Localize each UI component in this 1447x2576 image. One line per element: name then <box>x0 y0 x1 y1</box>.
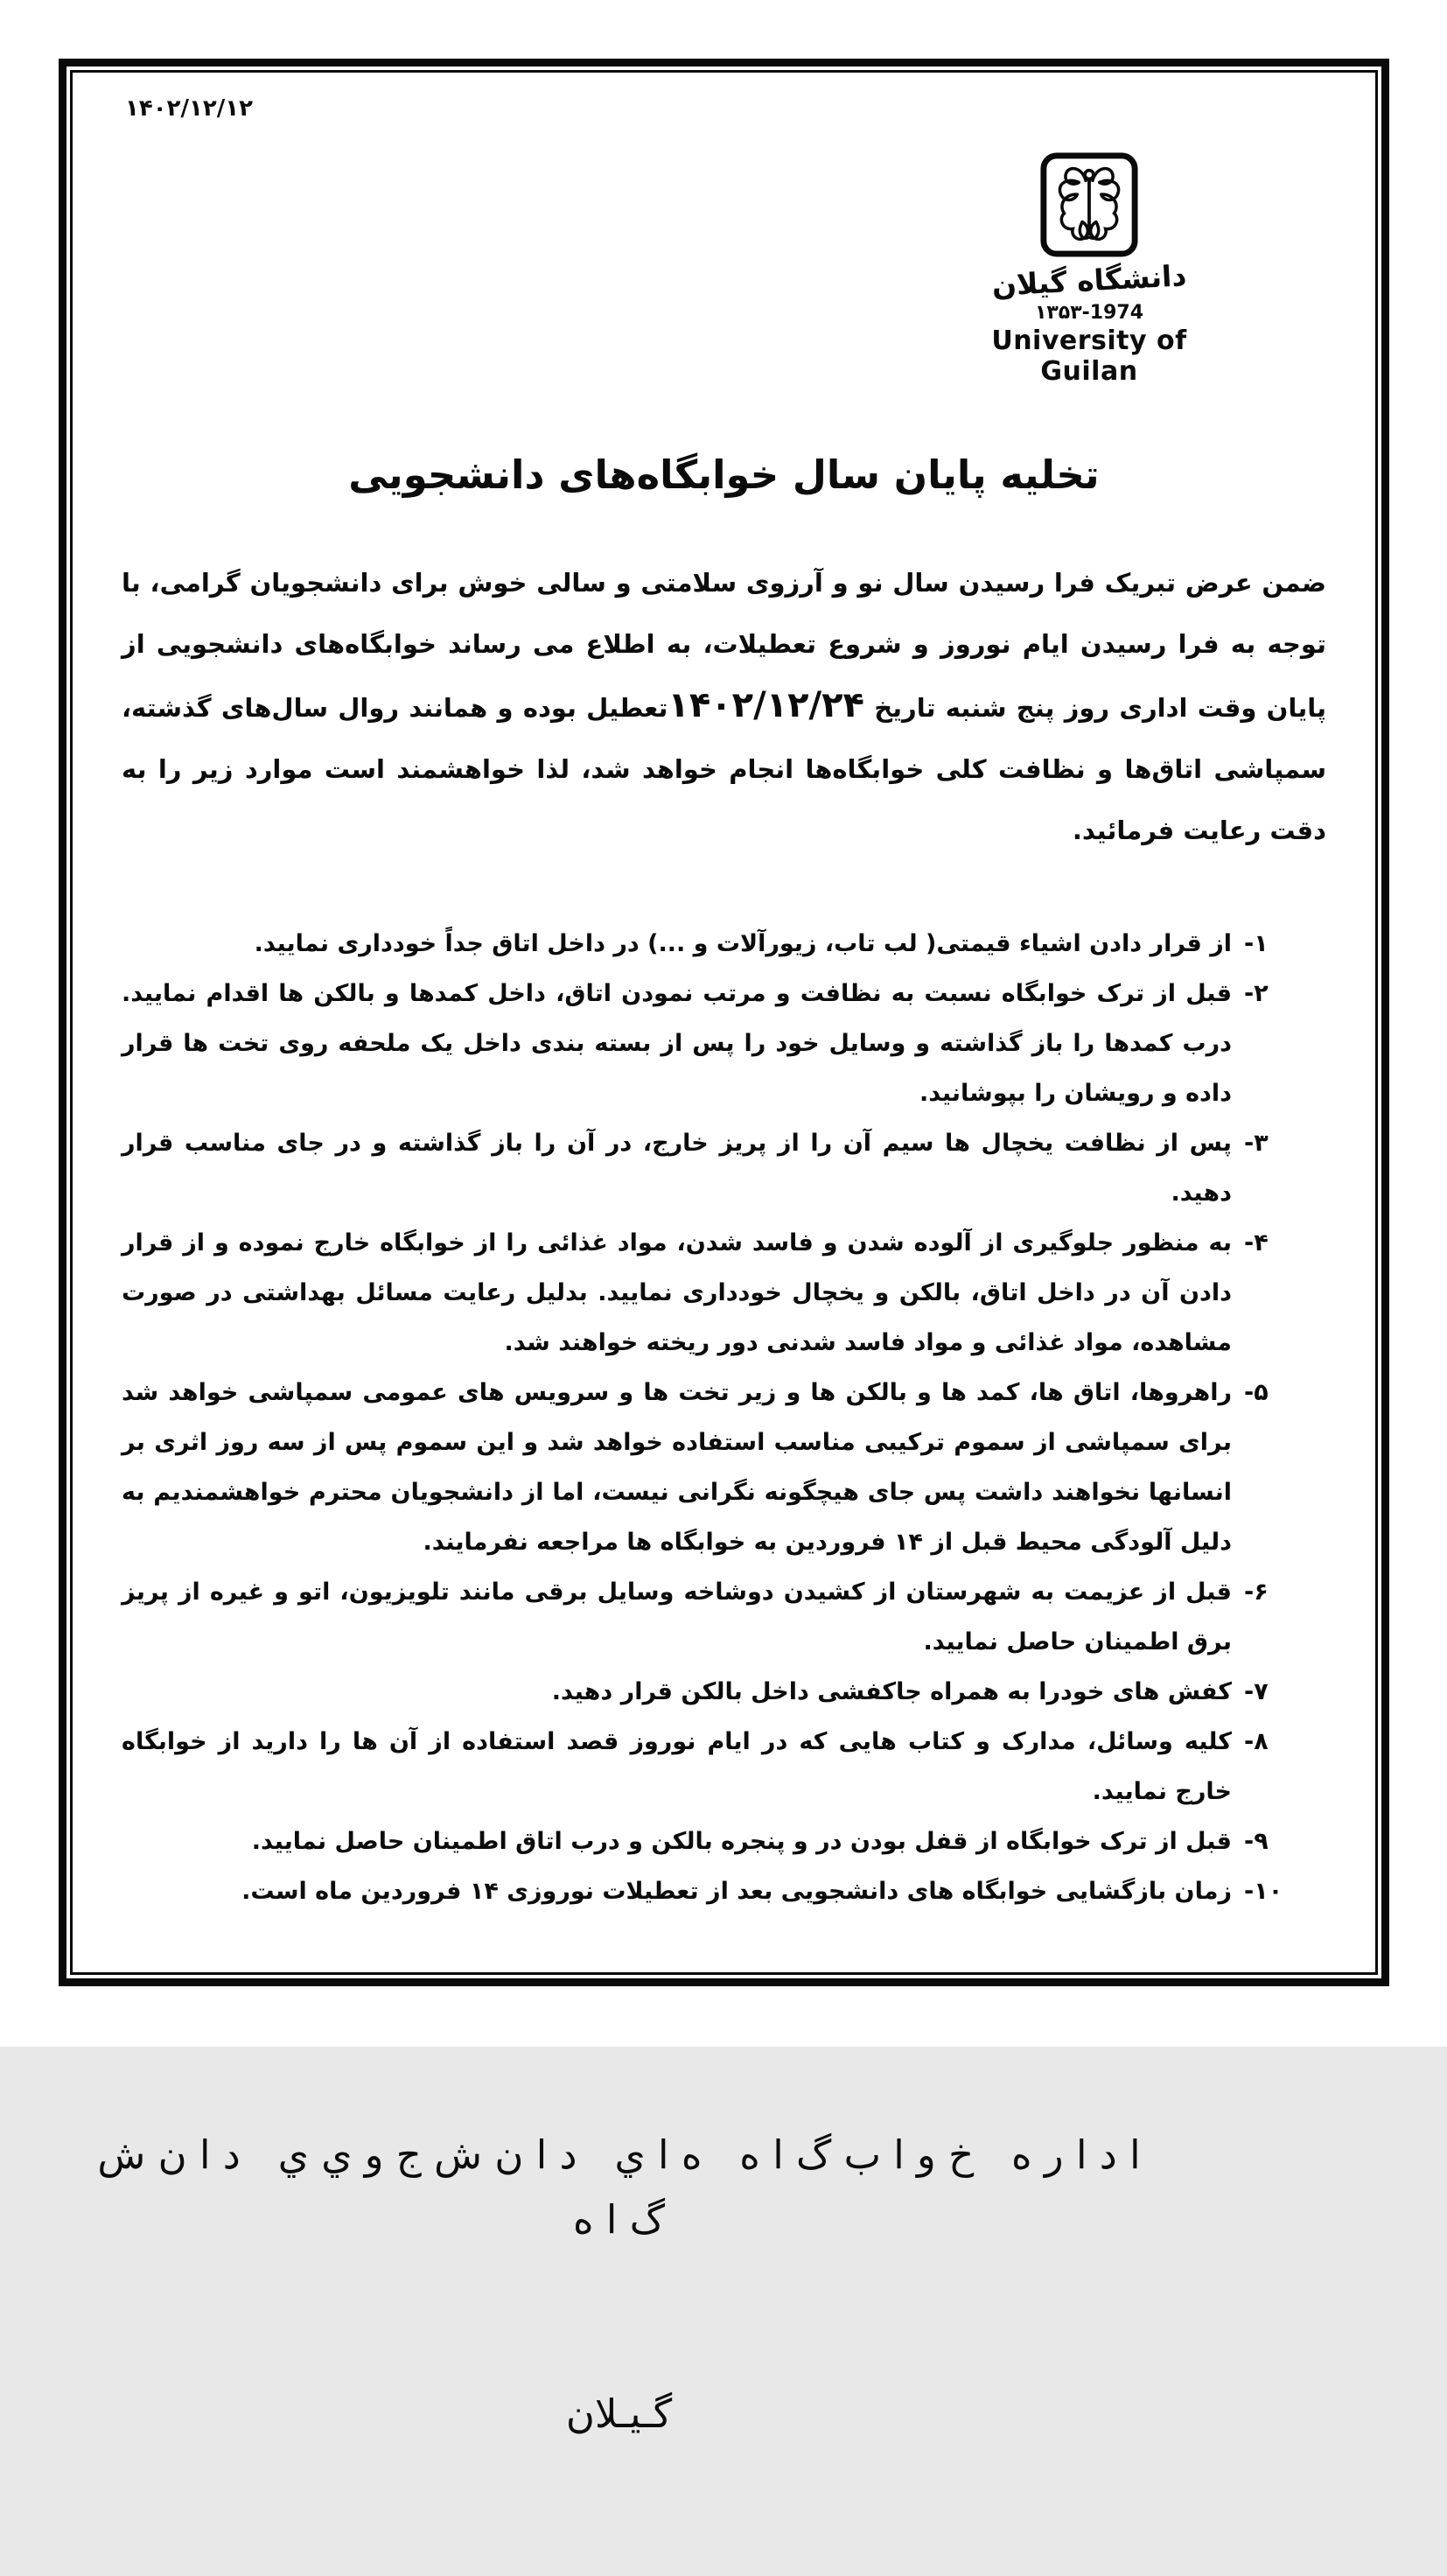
item-text: پس از نظافت یخچال ها سیم آن را از پریز خارج، در آن را باز گذاشته و در جای مناسب قرار دهید. <box>122 1130 1232 1207</box>
item-text: قبل از ترک خوابگاه از قفل بودن در و پنجره بالکن و درب اتاق اطمینان حاصل نمایید. <box>251 1828 1232 1855</box>
item-number: ۵- <box>1244 1379 1269 1406</box>
intro-paragraph <box>122 552 1326 861</box>
page-content <box>73 73 1375 2437</box>
list-item <box>122 1717 1288 1816</box>
item-number: ۲- <box>1244 980 1269 1007</box>
item-text: به منظور جلوگیری از آلوده شدن و فاسد شدن، مواد غذائی را از خوابگاه خارج نموده و از قرار دادن آن در داخل اتاق، بالکن و یخچال خودداری نمایید. بدلیل رعایت مسائل بهداشتی در صورت مشاهده، مواد غذائی و مواد فاسد شدنی دور ریخته خواهند شد. <box>122 1229 1232 1356</box>
list-item <box>122 1118 1288 1218</box>
signature-line-1: ا د ا ر ه خ و ا ب گ ا ه ه ا ي د ا ن ش ج و ي ي د ا ن ش گ ا ه <box>85 2132 1141 2243</box>
logo-university-name: University of Guilan <box>991 326 1187 387</box>
item-number: ۹- <box>1244 1828 1269 1855</box>
page-title: تخلیه پایان سال خوابگاه‌های دانشجویی <box>348 452 1100 498</box>
university-logo <box>954 151 1225 387</box>
item-text: از قرار دادن اشیاء قیمتی( لب تاب، زیورآلات و ...) در داخل اتاق جداً خودداری نمایید. <box>254 930 1232 957</box>
list-item <box>122 1667 1288 1717</box>
item-number: ۱۰- <box>1244 1878 1283 1905</box>
university-emblem-icon <box>954 151 1225 260</box>
item-number: ۸- <box>1244 1728 1269 1755</box>
item-number: ۱- <box>1244 930 1269 957</box>
notice-list <box>122 919 1326 1916</box>
item-number: ۷- <box>1244 1678 1269 1705</box>
signature-line-2: گـيـلان <box>565 2390 673 2437</box>
intro-text-before-date: ضمن عرض تبریک فرا رسیدن سال نو و آرزوی سلامتی و سالی خوش برای دانشجویان گرامی، با توجه به فرا رسیدن ایام نوروز و شروع تعطیلات، به اطلاع می رساند خوابگاه‌های دانشجویی از پایان وقت اداری روز پنج شنبه تاریخ <box>122 568 1326 723</box>
list-item <box>122 1816 1288 1866</box>
item-text: قبل از عزیمت به شهرستان از کشیدن دوشاخه وسایل برقی مانند تلویزیون، اتو و غیره از پریز برق اطمینان حاصل نمایید. <box>122 1578 1232 1656</box>
document-date: ۱۴۰۲/۱۲/۱۲ <box>125 95 253 122</box>
item-number: ۴- <box>1244 1229 1269 1256</box>
item-text: کلیه وسائل، مدارک و کتاب هایی که در ایام نوروز قصد استفاده از آن ها را دارید از خوابگاه خارج نمایید. <box>122 1728 1232 1805</box>
item-text: کفش های خودرا به همراه جاکفشی داخل بالکن قرار دهید. <box>551 1678 1232 1705</box>
list-item <box>122 919 1288 969</box>
intro-text-after-date: تعطیل بوده و همانند روال سال‌های گذشته، سمپاشی اتاق‌ها و نظافت کلی خوابگاه‌ها انجام خواهد شد، لذا خواهشمند است موارد زیر را به دقت رعایت فرمائید. <box>122 693 1326 845</box>
page-border-outer <box>59 59 1389 2437</box>
page-border-inner <box>70 70 1378 2437</box>
item-number: ۶- <box>1244 1578 1269 1606</box>
list-item <box>122 1866 1288 1916</box>
list-item <box>122 1218 1288 1368</box>
logo-calligraphy: دانشگاه گیلان <box>990 258 1188 303</box>
item-text: زمان بازگشایی خوابگاه های دانشجویی بعد از تعطیلات نوروزی ۱۴ فروردین ماه است. <box>241 1878 1232 1905</box>
closing-date: ۱۴۰۲/۱۲/۲۴ <box>668 685 864 725</box>
item-text: راهروها، اتاق ها، کمد ها و بالکن ها و زیر تخت ها و سرویس های عمومی سمپاشی خواهد شد برای سمپاشی از سموم ترکیبی مناسب استفاده خواهد شد و این سموم پس از سه روز اثری بر انسانها نخواهند داشت پس جای هیچگونه نگرانی نیست، اما از دانشجویان محترم خواهشمندیم به دلیل آلودگی محیط قبل از ۱۴ فروردین به خوابگاه ها مراجعه نفرمایند. <box>122 1379 1232 1556</box>
item-text: قبل از ترک خوابگاه نسبت به نظافت و مرتب نمودن اتاق، داخل کمدها و بالکن ها اقدام نمایید. درب کمدها را باز گذاشته و وسایل خود را پس از بسته بندی داخل یک ملحفه روی تخت ها قرار داده و رویشان را بپوشانید. <box>122 980 1232 1107</box>
item-number: ۳- <box>1244 1130 1269 1157</box>
list-item <box>122 1368 1288 1567</box>
list-item <box>122 1567 1288 1667</box>
logo-years: ۱۳۵۳-1974 <box>1034 302 1144 324</box>
signature-block <box>85 1993 1353 2576</box>
list-item <box>122 969 1288 1118</box>
